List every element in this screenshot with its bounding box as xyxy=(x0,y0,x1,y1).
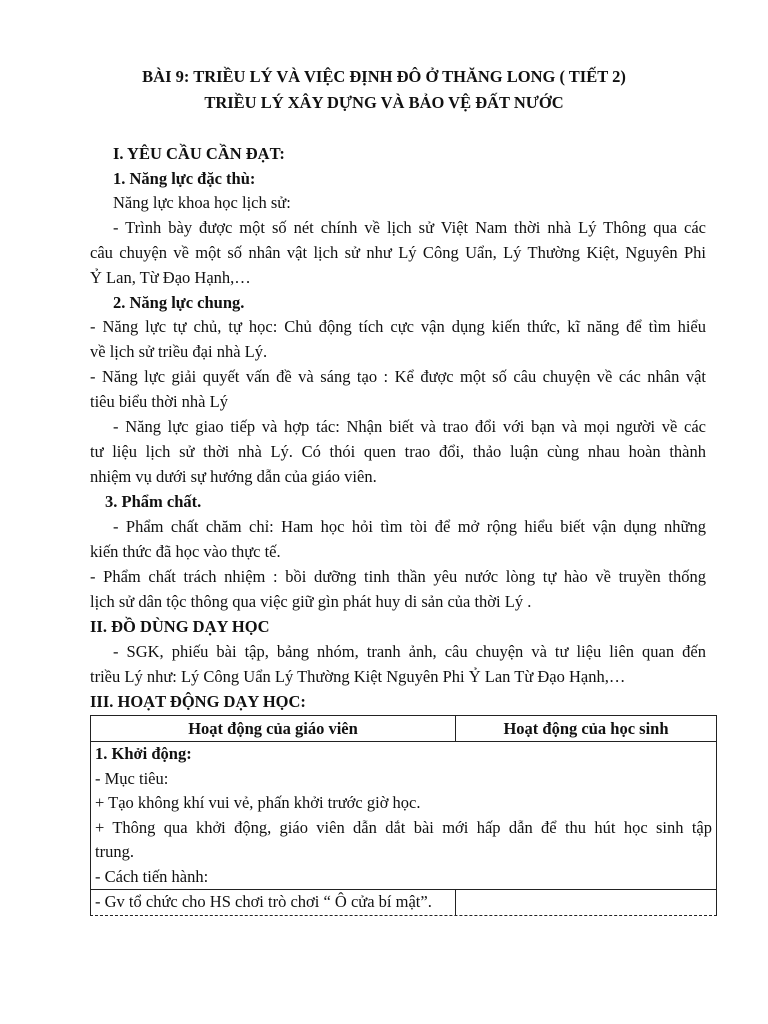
table-row xyxy=(91,890,717,915)
table-header-row xyxy=(91,716,717,742)
student-step-cell xyxy=(456,890,717,915)
paragraph-line: tiêu biểu thời nhà Lý xyxy=(90,392,228,411)
subheading-general-competence: 2. Năng lực chung. xyxy=(113,293,245,312)
start-heading: 1. Khởi động: xyxy=(95,744,192,763)
goal-item: + Thông qua khởi động, giáo viên dẫn dắt bài mới hấp dẫn để thu hút học sinh tập xyxy=(95,817,712,837)
paragraph-line: triều Lý như: Lý Công Uẩn Lý Thường Kiệt Nguyên Phi Ỷ Lan Từ Đạo Hạnh,… xyxy=(90,667,626,686)
paragraph-line: câu chuyện về một số nhân vật lịch sử như Lý Công Uẩn, Lý Thường Kiệt, Nguyên Phi xyxy=(90,243,706,262)
section-heading-requirements: I. YÊU CẦU CẦN ĐẠT: xyxy=(113,144,285,163)
subheading-specific-competence: 1. Năng lực đặc thù: xyxy=(113,169,256,188)
paragraph-line: - Phẩm chất trách nhiệm : bồi dưỡng tinh thần yêu nước lòng tự hào về truyền thống xyxy=(90,567,706,586)
paragraph-line: - Năng lực giao tiếp và hợp tác: Nhận biết và trao đổi với bạn và mọi người về các xyxy=(113,417,706,436)
lesson-subtitle: TRIỀU LÝ XÂY DỰNG VÀ BẢO VỆ ĐẤT NƯỚC xyxy=(204,93,564,112)
paragraph-line: lịch sử dân tộc thông qua việc giữ gìn phát huy di sản của thời Lý . xyxy=(90,592,532,611)
goal-item-continuation: trung. xyxy=(95,842,134,861)
activities-table xyxy=(90,715,717,915)
paragraph-line: kiến thức đã học vào thực tế. xyxy=(90,542,281,561)
paragraph-line: - Năng lực tự chủ, tự học: Chủ động tích cực vận dụng kiến thức, kĩ năng để tìm hiểu xyxy=(90,317,706,336)
goal-label: - Mục tiêu: xyxy=(95,768,169,788)
paragraph-line: - Năng lực giải quyết vấn đề và sáng tạo : Kể được một số câu chuyện về các nhân vật xyxy=(90,367,706,386)
method-label: - Cách tiến hành: xyxy=(95,866,209,886)
lesson-title: BÀI 9: TRIỀU LÝ VÀ VIỆC ĐỊNH ĐÔ Ở THĂNG LONG ( TIẾT 2) xyxy=(142,67,626,86)
paragraph-line: - Trình bày được một số nét chính về lịch sử Việt Nam thời nhà Lý Thông qua các xyxy=(113,218,706,237)
table-row xyxy=(91,742,717,890)
start-section-cell xyxy=(91,742,717,890)
paragraph-line: tư liệu lịch sử thời nhà Lý. Có thói quen trao đổi, thảo luận cùng nhau hoàn thành xyxy=(90,442,706,461)
teacher-step-cell xyxy=(91,890,456,915)
section-heading-activities: III. HOẠT ĐỘNG DẠY HỌC: xyxy=(90,692,306,711)
page-break-dashed-line xyxy=(90,915,717,916)
teacher-step: - Gv tổ chức cho HS chơi trò chơi “ Ô cửa bí mật”. xyxy=(95,892,432,911)
header-teacher-activity: Hoạt động của giáo viên xyxy=(91,716,456,742)
paragraph-line: về lịch sử triều đại nhà Lý. xyxy=(90,342,268,361)
paragraph-line: Ỷ Lan, Từ Đạo Hạnh,… xyxy=(90,268,251,287)
paragraph-line: Năng lực khoa học lịch sử: xyxy=(113,193,291,212)
paragraph-line: nhiệm vụ dưới sự hướng dẫn của giáo viên. xyxy=(90,467,377,486)
header-student-activity: Hoạt động của học sinh xyxy=(456,716,717,742)
section-heading-materials: II. ĐỒ DÙNG DẠY HỌC xyxy=(90,617,270,636)
paragraph-line: - Phẩm chất chăm chỉ: Ham học hỏi tìm tòi để mở rộng hiểu biết vận dụng những xyxy=(113,517,706,536)
goal-item: + Tạo không khí vui vẻ, phấn khởi trước giờ học. xyxy=(95,793,421,812)
subheading-qualities: 3. Phẩm chất. xyxy=(105,492,202,511)
paragraph-line: - SGK, phiếu bài tập, bảng nhóm, tranh ảnh, câu chuyện và tư liệu liên quan đến xyxy=(113,642,706,661)
